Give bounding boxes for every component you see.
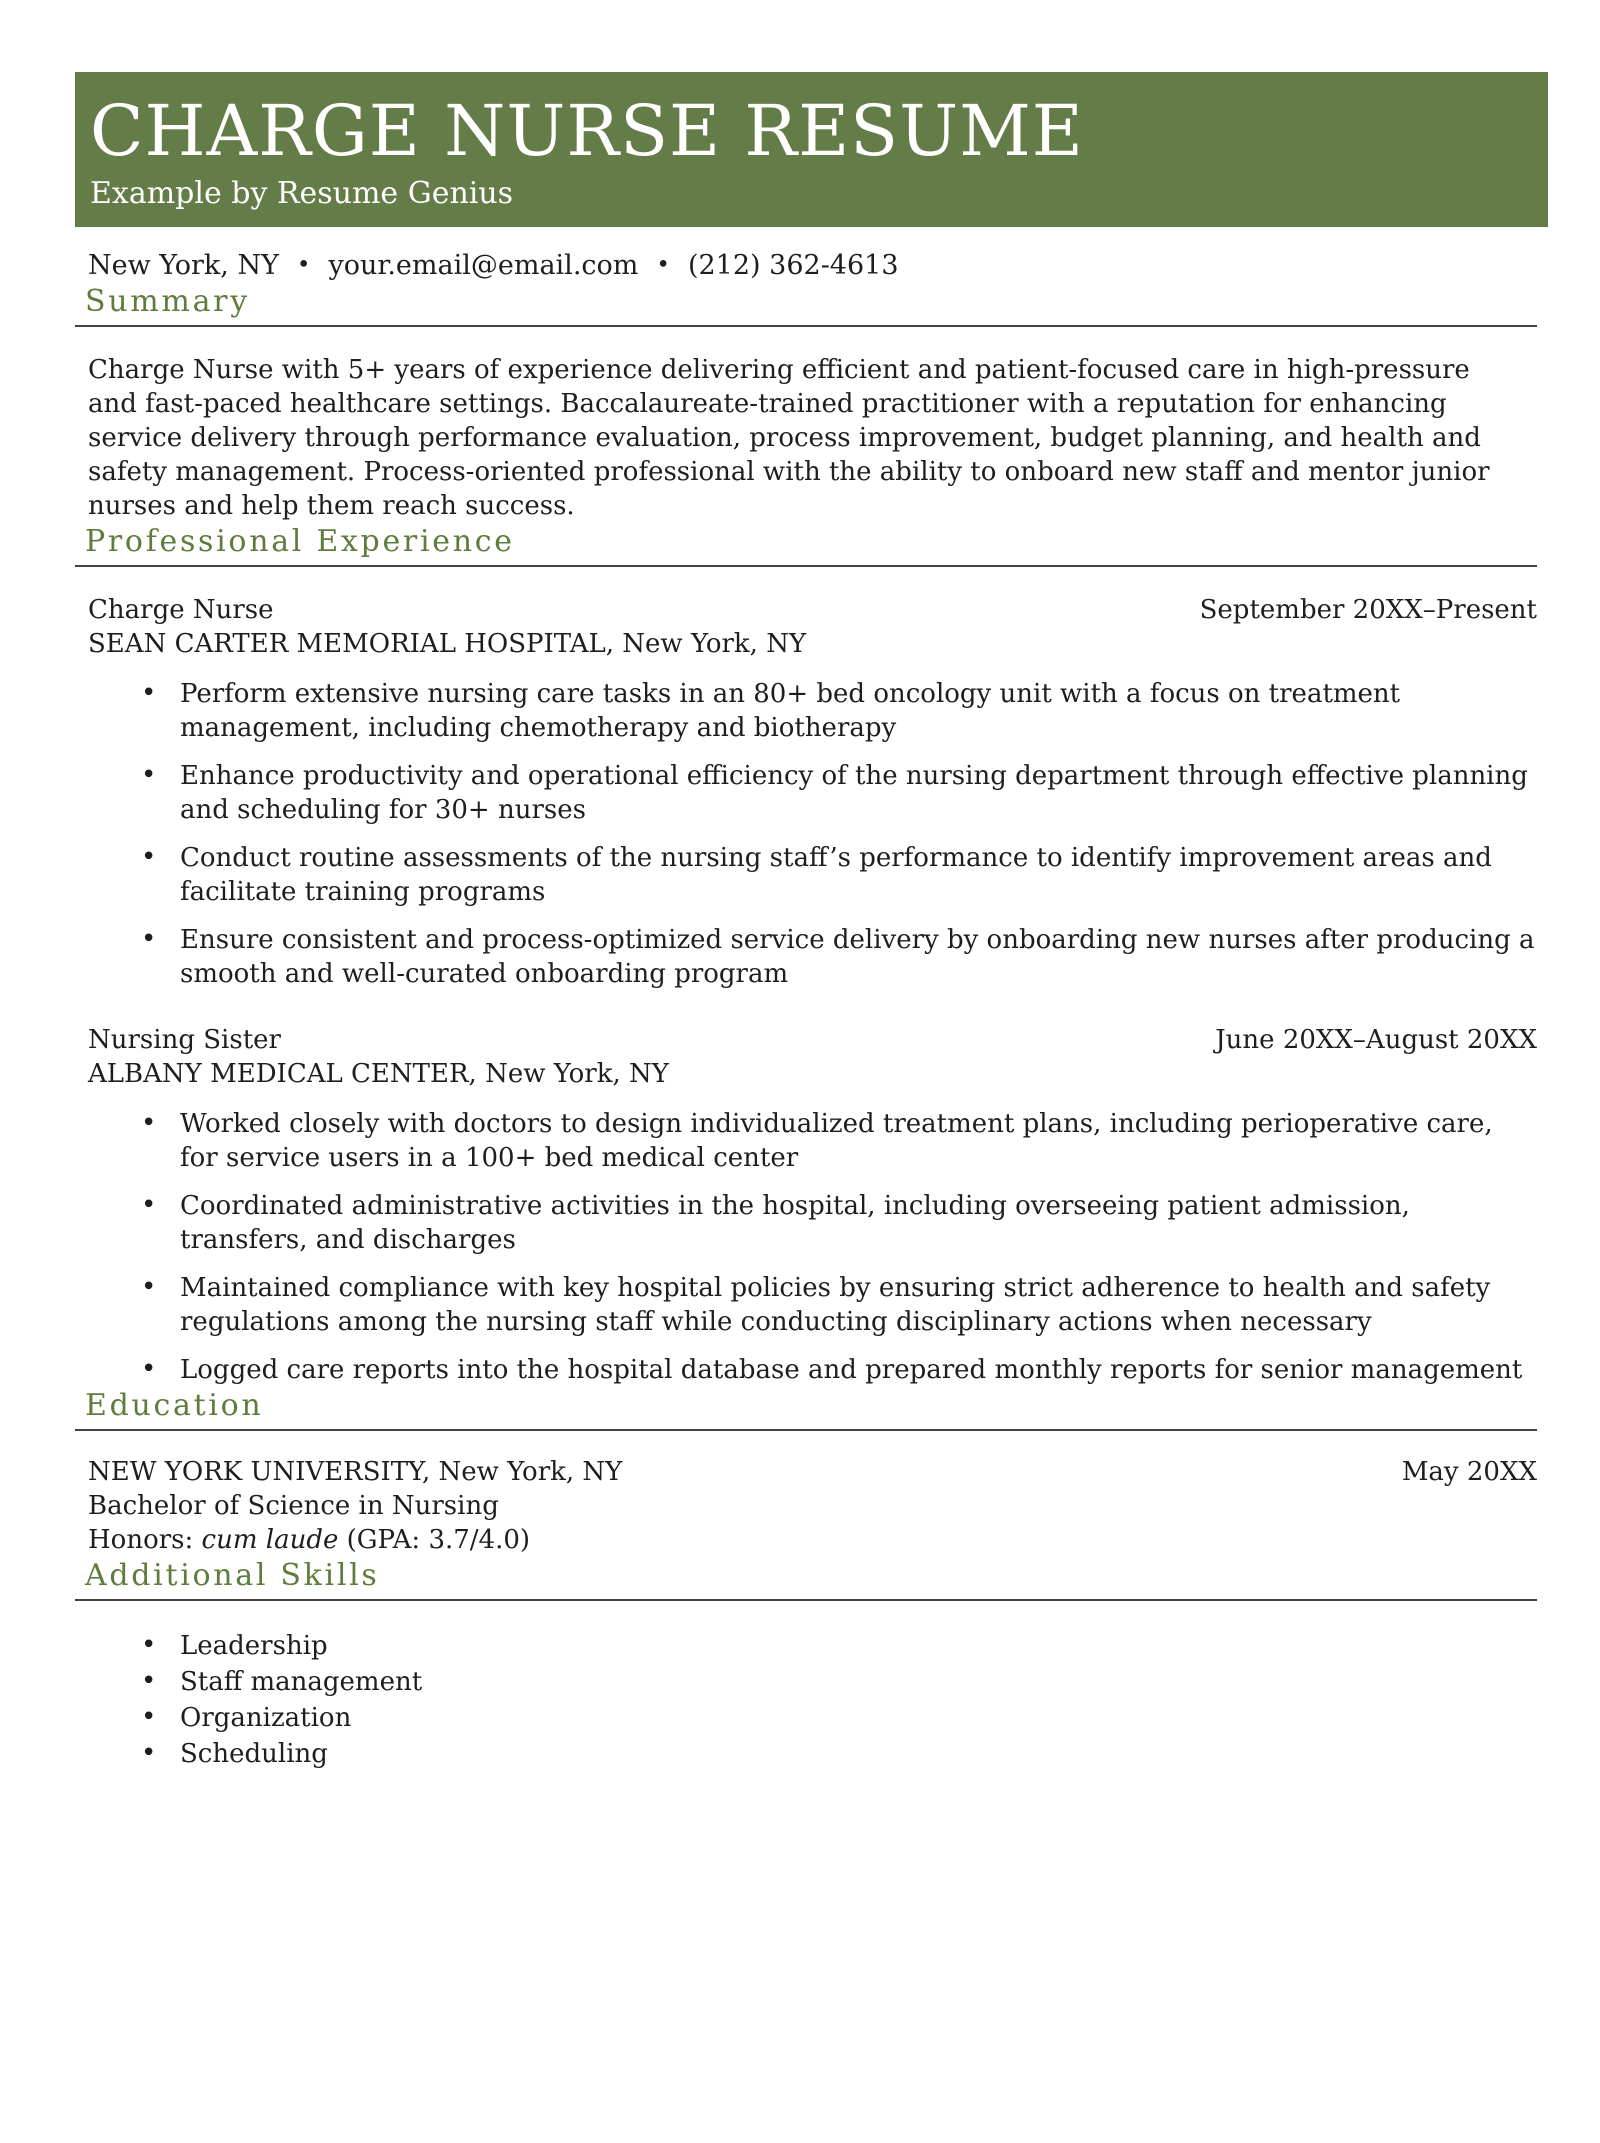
section-divider [75,1599,1537,1601]
education-dates: May 20XX [1401,1457,1537,1487]
list-item: • Staff management [75,1665,1537,1699]
honors-gpa: (GPA: 3.7/4.0) [338,1525,531,1555]
bullet-separator-icon: • [296,252,311,278]
job-dates: September 20XX–Present [1199,595,1537,625]
honors-latin: cum laude [201,1525,339,1555]
education-degree: Bachelor of Science in Nursing [88,1491,499,1521]
section-divider [75,1429,1537,1431]
job-header [88,593,1537,627]
list-item: • Conduct routine assessments of the nursing staff’s performance to identify improvement areas and facilitate training programs [75,841,1537,909]
list-item: • Organization [75,1701,1537,1735]
experience-section [75,523,1537,1387]
bullet-separator-icon: • [656,252,670,278]
job-dates: June 20XX–August 20XX [1215,1025,1537,1055]
job-company: SEAN CARTER MEMORIAL HOSPITAL, New York, NY [88,629,807,659]
contact-phone: (212) 362-4613 [687,250,899,281]
section-divider [75,565,1537,567]
section-divider [75,325,1537,327]
experience-heading: Professional Experience [85,524,515,559]
list-item: • Perform extensive nursing care tasks in an 80+ bed oncology unit with a focus on treatment management, including chemotherapy and biotherapy [75,677,1537,745]
list-item: • Logged care reports into the hospital database and prepared monthly reports for senior management [75,1353,1537,1387]
job-company: ALBANY MEDICAL CENTER, New York, NY [88,1059,669,1089]
resume-title: CHARGE NURSE RESUME [90,90,1084,172]
skills-heading: Additional Skills [85,1558,380,1593]
skills-list [75,1629,1537,1771]
list-item: • Leadership [75,1629,1537,1663]
job-entry [75,593,1537,991]
job-header [88,1023,1537,1057]
contact-line [88,248,1537,283]
education-entry [75,1455,1537,1557]
skills-section [75,1557,1537,1771]
resume-subtitle: Example by Resume Genius [90,176,514,211]
honors-label: Honors: [88,1525,202,1555]
job-bullet-list [75,1107,1537,1387]
job-entry [75,1023,1537,1387]
list-item: • Maintained compliance with key hospital policies by ensuring strict adherence to health and safety regulations among the nursing staff while conducting disciplinary actions when necessary [75,1271,1537,1339]
education-section [75,1387,1537,1557]
contact-email: your.email@email.com [328,250,639,281]
job-title: Nursing Sister [88,1025,281,1055]
list-item: • Scheduling [75,1737,1537,1771]
education-honors [88,1523,1537,1557]
job-bullet-list [75,677,1537,991]
education-heading: Education [85,1388,264,1423]
list-item: • Enhance productivity and operational efficiency of the nursing department through effective planning and scheduling for 30+ nurses [75,759,1537,827]
resume-page [0,72,1600,2143]
summary-paragraph: Charge Nurse with 5+ years of experience delivering efficient and patient-focused care in high-pressure and fast-paced healthcare settings. Baccalaureate-trained practitioner with a reputation for enhancing service delivery through performance evaluation, process improvement, budget planning, and health and safety management. Process-oriented professional with the ability to onboard new staff and mentor junior nurses and help them reach success. [88,355,1490,521]
summary-section [75,283,1537,523]
education-header [88,1455,1537,1489]
contact-location: New York, NY [88,250,279,281]
list-item: • Coordinated administrative activities in the hospital, including overseeing patient admission, transfers, and discharges [75,1189,1537,1257]
list-item: • Ensure consistent and process-optimized service delivery by onboarding new nurses after producing a smooth and well-curated onboarding program [75,923,1537,991]
summary-heading: Summary [85,284,250,319]
header-banner [75,72,1548,227]
job-title: Charge Nurse [88,595,274,625]
education-school: NEW YORK UNIVERSITY, New York, NY [88,1457,623,1487]
list-item: • Worked closely with doctors to design individualized treatment plans, including perioperative care, for service users in a 100+ bed medical center [75,1107,1537,1175]
